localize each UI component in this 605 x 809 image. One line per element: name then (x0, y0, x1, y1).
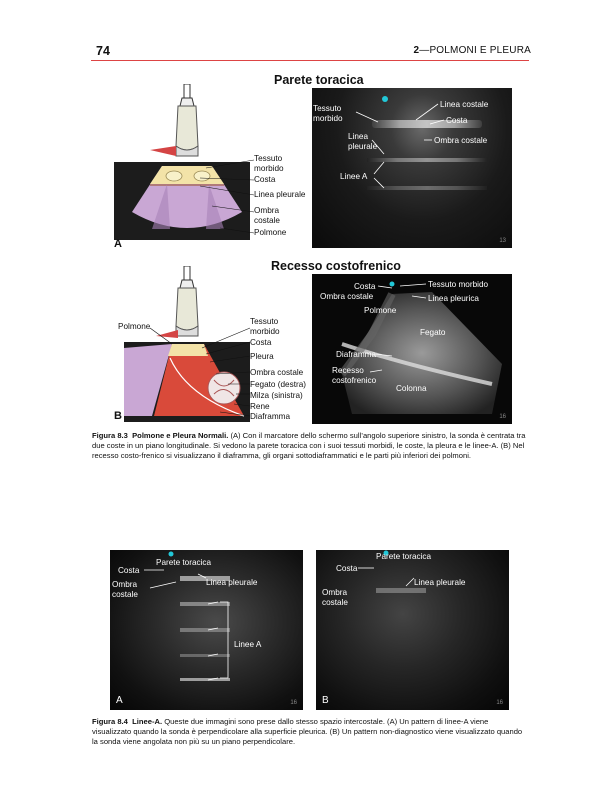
us-label-linea-pleurale: Linea pleurale (348, 132, 378, 151)
us2-label-colonna: Colonna (396, 384, 427, 393)
chapter-number: 2 (413, 45, 420, 56)
us3-label-linee-a: Linee A (234, 640, 262, 649)
us-label-linee-a: Linee A (340, 172, 368, 181)
caption-title-8-4: Linee-A. (132, 717, 163, 726)
ultrasound-non-diagnostic (316, 550, 509, 710)
us2-label-recesso: Recesso costofrenico (332, 366, 377, 385)
label-tessuto-b: Tessuto morbido (250, 317, 280, 336)
panel-letter-b-top: B (114, 410, 122, 422)
us-label-linea-costale: Linea costale (440, 100, 489, 109)
us2-label-fegato: Fegato (420, 328, 446, 337)
us3-label-ombra: Ombra costale (112, 580, 138, 599)
us-arrows-bottom (312, 274, 512, 424)
label-polmone: Polmone (254, 228, 287, 237)
label-diaframma-b: Diaframma (250, 412, 291, 421)
us3-panel-letter: A (116, 695, 123, 706)
us4-panel-letter: B (322, 695, 329, 706)
us-non-diagnostic-image (316, 550, 509, 710)
ultrasound-costophrenic (312, 274, 512, 424)
caption-label-8-4: Figura 8.4 (92, 717, 128, 726)
label-ombra-costale: Ombra costale (254, 206, 280, 225)
us4-label-linea: Linea pleurale (414, 578, 466, 587)
caption-figure-8-4 (92, 717, 528, 748)
label-costa-b: Costa (250, 338, 272, 347)
label-milza-b: Milza (sinistra) (250, 391, 303, 400)
us2-label-linea-pleurica: Linea pleurica (428, 294, 479, 303)
caption-title-8-3: Polmone e Pleura Normali. (132, 431, 229, 440)
us-arrows-top (312, 88, 512, 248)
us4-label-costa: Costa (336, 564, 358, 573)
caption-figure-8-3 (92, 431, 528, 462)
header-rule (91, 60, 529, 61)
us3-label-linea: Linea pleurale (206, 578, 258, 587)
label-rene-b: Rene (250, 402, 270, 411)
us2-label-tessuto: Tessuto morbido (428, 280, 489, 289)
us-label-ombra-costale: Ombra costale (434, 136, 488, 145)
us3-label-costa: Costa (118, 566, 140, 575)
us4-label-ombra: Ombra costale (322, 588, 348, 607)
us-frame-number: 13 (499, 238, 506, 244)
label-ombra-b: Ombra costale (250, 368, 304, 377)
panel-letter-a-top: A (114, 238, 122, 250)
caption-text-8-4: Queste due immagini sono prese dallo stesso spazio intercostale. (A) Un pattern di linee-A viene visualizzato quando la sonda è perpendicolare alla superficie pleurica. (B) Un pattern non-diagnostico viene visualizzato quando la sonda viene angolata non più su un piano perpendicolare. (92, 717, 523, 747)
us2-label-polmone: Polmone (364, 306, 397, 315)
leader-lines-top-diagram (200, 158, 256, 238)
section-title-parete: Parete toracica (274, 73, 364, 87)
us4-label-parete: Parete toracica (376, 552, 432, 561)
us2-label-ombra: Ombra costale (320, 292, 374, 301)
chapter-header: 2—POLMONI E PLEURA (413, 45, 531, 56)
us3-label-parete: Parete toracica (156, 558, 212, 567)
us-label-tessuto: Tessuto morbido (313, 104, 343, 123)
leader-lines-bottom-diagram (150, 322, 252, 422)
us4-frame-number: 16 (496, 700, 503, 706)
us2-label-diaframma: Diaframma (336, 350, 377, 359)
label-pleura-b: Pleura (250, 352, 274, 361)
chapter-title: POLMONI E PLEURA (429, 45, 531, 56)
caption-text-8-3: (A) Con il marcatore dello schermo sull’angolo superiore sinistro, la sonda è centrata tra due coste in un piano longitudinale. Si vedono la parete toracica con i suoi tessuti morbidi, le coste, la pleura e le linee-A. (B) Nel recesso costo-frenico si visualizzano il diaframma, gli organi sottodiaframmatici e le parti più inferiori dei polmoni. (92, 431, 526, 461)
label-fegato-b: Fegato (destra) (250, 380, 306, 389)
us3-frame-number: 16 (290, 700, 297, 706)
label-linea-pleurale: Linea pleurale (254, 190, 306, 199)
label-tessuto-morbido: Tessuto morbido (254, 154, 284, 173)
ultrasound-a-lines (110, 550, 303, 710)
us2-frame-number: 16 (499, 414, 506, 420)
page-number: 74 (96, 44, 110, 58)
section-title-recesso: Recesso costofrenico (271, 259, 401, 273)
us-label-costa: Costa (446, 116, 468, 125)
label-costa: Costa (254, 175, 276, 184)
caption-label-8-3: Figura 8.3 (92, 431, 128, 440)
ultrasound-chest-wall (312, 88, 512, 248)
label-polmone-b: Polmone (118, 322, 151, 331)
us2-label-costa: Costa (354, 282, 376, 291)
